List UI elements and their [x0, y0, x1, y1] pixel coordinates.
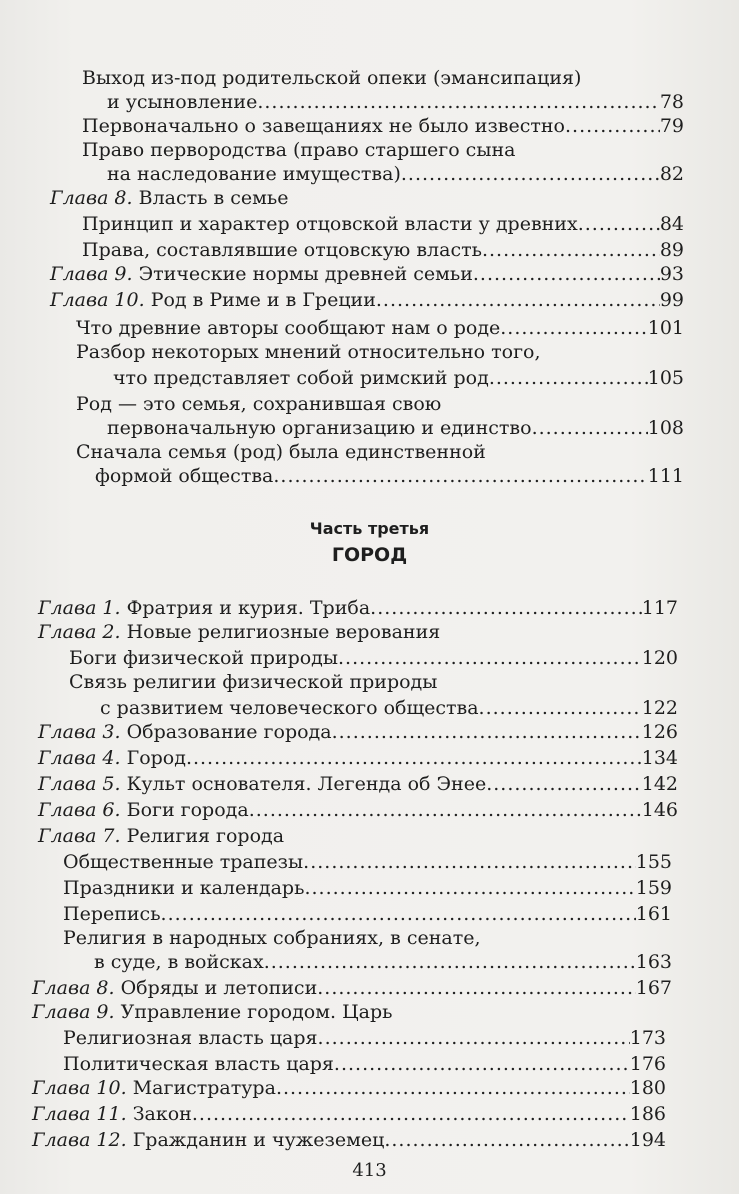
toc-entry: на наследование имущества) ..... 82 — [107, 162, 684, 186]
toc-chapter: Глава 2. Новые религиозные верования — [38, 621, 441, 643]
toc-chapter: Глава 10. Магистратура ..... 180 — [32, 1076, 666, 1100]
toc-entry: Сначала семья (род) была единственной — [76, 441, 486, 463]
page-number: 146 — [641, 799, 678, 821]
toc-entry: Праздники и календарь ..... 159 — [63, 876, 672, 900]
chapter-label: Глава 4. — [38, 747, 121, 769]
page-number: 134 — [641, 747, 678, 769]
page-number: 120 — [641, 647, 678, 669]
toc-entry: Общественные трапезы ..... 155 — [63, 850, 672, 874]
toc-entry: Политическая власть царя ..... 176 — [63, 1052, 666, 1076]
toc-chapter: Глава 8. Власть в семье — [50, 187, 289, 209]
toc-chapter: Глава 5. Культ основателя. Легенда об Энее ..... 142 — [38, 772, 678, 796]
page-number: 186 — [629, 1103, 666, 1125]
chapter-label: Глава 10. — [50, 289, 145, 311]
toc-entry: Религиозная власть царя ..... 173 — [63, 1026, 666, 1050]
toc-chapter: Глава 6. Боги города ..... 146 — [38, 798, 678, 822]
toc-chapter: Глава 3. Образование города ..... 126 — [38, 720, 678, 744]
toc-entry: Первоначально о завещаниях не было известно ..... 79 — [82, 114, 684, 138]
page-number: 111 — [647, 465, 684, 487]
toc-entry: Боги физической природы ..... 120 — [69, 646, 678, 670]
toc-entry: Что древние авторы сообщают нам о роде ..... 101 — [76, 316, 684, 340]
page-folio: 413 — [352, 1160, 387, 1181]
toc-entry: Перепись ..... 161 — [63, 902, 672, 926]
toc-chapter: Глава 7. Религия города — [38, 825, 285, 847]
toc-entry: формой общества ..... 111 — [95, 464, 684, 488]
chapter-label: Глава 3. — [38, 721, 121, 743]
chapter-label: Глава 5. — [38, 773, 121, 795]
chapter-label: Глава 8. — [50, 187, 133, 209]
chapter-label: Глава 8. — [32, 977, 115, 999]
page-number: 108 — [647, 417, 684, 439]
page-number: 99 — [659, 289, 684, 311]
toc-chapter: Глава 4. Город ..... 134 — [38, 746, 678, 770]
page-number: 126 — [641, 721, 678, 743]
toc-entry: с развитием человеческого общества ..... 122 — [100, 696, 678, 720]
toc-chapter: Глава 1. Фратрия и курия. Триба ..... 117 — [38, 596, 678, 620]
page-number: 122 — [641, 697, 678, 719]
page-number: 173 — [629, 1027, 666, 1049]
chapter-label: Глава 1. — [38, 597, 121, 619]
page-number: 161 — [635, 903, 672, 925]
page-number: 194 — [629, 1129, 666, 1151]
page-number: 159 — [635, 877, 672, 899]
toc-entry: Принцип и характер отцовской власти у древних ..... 84 — [82, 212, 684, 236]
chapter-label: Глава 11. — [32, 1103, 127, 1125]
toc-chapter: Глава 9. Управление городом. Царь — [32, 1001, 393, 1023]
page-number: 101 — [647, 317, 684, 339]
toc-chapter: Глава 9. Этические нормы древней семьи ..... 93 — [50, 262, 684, 286]
page-number: 89 — [659, 239, 684, 261]
chapter-label: Глава 9. — [50, 263, 133, 285]
page-number: 155 — [635, 851, 672, 873]
toc-entry: Связь религии физической природы — [69, 671, 438, 693]
chapter-label: Глава 9. — [32, 1001, 115, 1023]
page-number: 78 — [659, 91, 684, 113]
chapter-label: Глава 2. — [38, 621, 121, 643]
part-label: Часть третья — [309, 519, 430, 538]
part-title: ГОРОД — [331, 544, 408, 566]
page-number: 105 — [647, 367, 684, 389]
toc-entry: что представляет собой римский род ..... 105 — [113, 366, 684, 390]
chapter-label: Глава 10. — [32, 1077, 127, 1099]
page-number: 84 — [659, 213, 684, 235]
toc-entry: Права, составлявшие отцовскую власть ..... 89 — [82, 238, 684, 262]
page-number: 163 — [635, 951, 672, 973]
toc-entry: Разбор некоторых мнений относительно того, — [76, 341, 541, 363]
toc-entry: Религия в народных собраниях, в сенате, — [63, 927, 481, 949]
page-number: 142 — [641, 773, 678, 795]
toc-entry: Выход из-под родительской опеки (эмансипация) — [82, 67, 582, 89]
toc-chapter: Глава 10. Род в Риме и в Греции ..... 99 — [50, 288, 684, 312]
toc-chapter: Глава 8. Обряды и летописи ..... 167 — [32, 976, 672, 1000]
page-number: 167 — [635, 977, 672, 999]
toc-chapter: Глава 12. Гражданин и чужеземец ..... 194 — [32, 1128, 666, 1152]
page-number: 176 — [629, 1053, 666, 1075]
chapter-label: Глава 12. — [32, 1129, 127, 1151]
chapter-label: Глава 6. — [38, 799, 121, 821]
chapter-label: Глава 7. — [38, 825, 121, 847]
toc-entry: Род — это семья, сохранившая свою — [76, 393, 442, 415]
toc-entry: первоначальную организацию и единство ..... 108 — [107, 416, 684, 440]
page-number: 79 — [659, 115, 684, 137]
toc-entry: и усыновление ..... 78 — [107, 90, 684, 114]
page-number: 180 — [629, 1077, 666, 1099]
toc-entry: в суде, в войсках ..... 163 — [94, 950, 672, 974]
page-number: 82 — [659, 163, 684, 185]
toc-chapter: Глава 11. Закон ..... 186 — [32, 1102, 666, 1126]
page-number: 117 — [641, 597, 678, 619]
toc-entry: Право первородства (право старшего сына — [82, 139, 516, 161]
page-number: 93 — [659, 263, 684, 285]
